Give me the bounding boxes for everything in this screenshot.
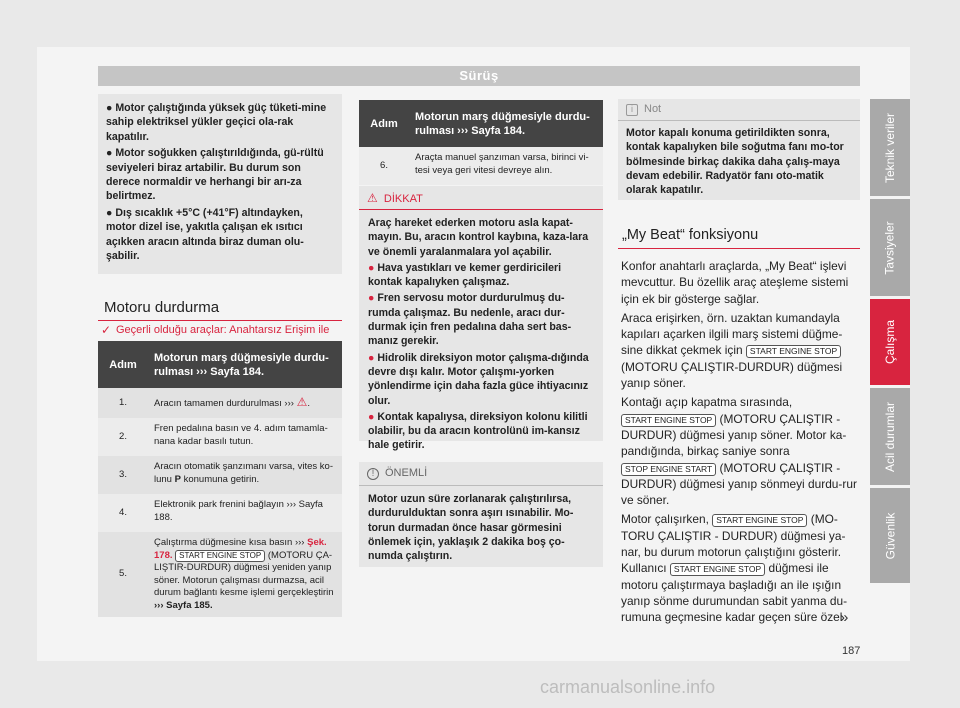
table-header-action: Motorun marş düğmesiyle durdu-rulması ››› Sayfa 184. xyxy=(409,100,603,147)
paragraph: Motor çalışırken, START ENGINE STOP (MO-TORU ÇALIŞTIR - DURDUR) düğmesi ya-nar, bu durum motorun çalıştığını gösterir. Kullanıcı START ENGINE STOP düğmesi ile motoru çalıştırmaya başladığı an ile ışığın yanıp sönme durumundan sabit yanma du-rumuna geçmesine kadar geçen süre özel xyxy=(621,512,848,625)
notes-box xyxy=(98,94,342,274)
tab-label: Teknik veriler xyxy=(883,112,897,183)
table-row: 6. Araçta manuel şanzıman varsa, birinci vi-tesi veya geri vitesi devreye alın. xyxy=(359,147,603,185)
section-title: „My Beat“ fonksiyonu xyxy=(622,227,759,243)
page-number: 187 xyxy=(842,645,861,657)
tab-calisma[interactable] xyxy=(870,299,910,385)
important-header: ! ÖNEMLİ xyxy=(359,462,603,486)
info-icon: i xyxy=(626,104,638,116)
page-header: Sürüş xyxy=(98,66,860,86)
mybeat-body xyxy=(621,258,863,629)
continued-mark: » xyxy=(840,609,849,626)
warning-icon: ⚠ xyxy=(296,394,308,409)
important-box xyxy=(359,462,603,567)
tab-label: Acil durumlar xyxy=(883,401,897,472)
tab-tavsiyeler[interactable] xyxy=(870,199,910,296)
list-item: ● Dış sıcaklık +5°C (+41°F) altındayken, motor dizel ise, yakıtla çalışan ek ısıtıcı açıkken aracın altında biraz duman olu-şabilir. xyxy=(106,206,304,263)
table-header-step: Adım xyxy=(98,341,148,388)
warning-box xyxy=(359,186,603,452)
note-box xyxy=(618,99,860,200)
tab-label: Güvenlik xyxy=(883,512,897,559)
paragraph: Kontağı açıp kapatma sırasında, START ENGINE STOP (MOTORU ÇALIŞTIR - DURDUR) düğmesi yanıp söner. Motor ka-pandığında, birkaç saniye sonra STOP ENGINE START (MOTORU ÇALIŞTIR - DURDUR) düğmesi yanıp sönmeyi durdu-rur ve söner. xyxy=(621,395,857,508)
tab-guvenlik[interactable] xyxy=(870,488,910,583)
start-engine-stop-key: START ENGINE STOP xyxy=(746,345,841,358)
warning-intro: Araç hareket ederken motoru asla kapat-mayın. Bu, aracın kontrol kaybına, kaza-lara ve önemli yaralanmalara yol açabilir. xyxy=(368,217,589,258)
important-body: Motor uzun süre zorlanarak çalıştırılırsa, durdurulduktan sonra aşırı ısınabilir. Mo-torun durmadan önce hasar görmesini önlemek için, yaklaşık 2 dakika boş ço-numda çalıştırın. xyxy=(368,493,574,563)
steps-table-continued xyxy=(359,100,603,185)
tab-label: Tavsiyeler xyxy=(883,220,898,275)
tab-label: Çalışma xyxy=(883,319,898,365)
table-row: 5. Çalıştırma düğmesine kısa basın ››› Şek. 178. START ENGINE STOP (MOTORU ÇA-LIŞTIR-DURDUR) düğmesi yeniden yanıp söner. Motorun çalışması durmazsa, acil durum bağlantı kesme işlemi gerçekleştirin ››› Sayfa 185. xyxy=(98,532,342,617)
table-row: 3. Aracın otomatik şanzımanı varsa, vites ko-lunu P konumuna getirin. xyxy=(98,456,342,494)
start-engine-stop-key: START ENGINE STOP xyxy=(670,563,765,576)
list-item: ● Fren servosu motor durdurulmuş du-rumda çalışmaz. Bu nedenle, aracı dur-durmak için fren pedalına daha sert bas-manız gerekir. xyxy=(368,292,572,348)
important-icon: ! xyxy=(367,468,379,480)
start-engine-stop-key: START ENGINE STOP xyxy=(621,414,716,427)
table-row: 2. Fren pedalına basın ve 4. adım tamamla-nana kadar basılı tutun. xyxy=(98,418,342,456)
validity-note: Geçerli olduğu araçlar: Anahtarsız Erişim ile xyxy=(116,324,330,336)
table-header-step: Adım xyxy=(359,100,409,147)
table-header-action: Motorun marş düğmesiyle durdu-rulması ››› Sayfa 184. xyxy=(148,341,342,388)
list-item: ● Hava yastıkları ve kemer gerdiricileri kontak kapalıyken çalışmaz. xyxy=(368,261,562,289)
steps-table xyxy=(98,341,342,617)
start-engine-stop-key: START ENGINE STOP xyxy=(712,514,807,527)
warning-header: ⚠ DİKKAT xyxy=(359,186,603,210)
start-engine-stop-key: START ENGINE STOP xyxy=(175,550,265,562)
tab-acil-durumlar[interactable] xyxy=(870,388,910,485)
note-header: i Not xyxy=(618,99,860,121)
section-divider xyxy=(618,248,860,249)
list-item: ● Hidrolik direksiyon motor çalışma-dığında devre dışı kalır. Motor çalışmı-yorken yönlendirme için daha fazla güce ihtiyacınız olur. xyxy=(368,351,589,407)
table-row: 1. Aracın tamamen durdurulması ››› ⚠. xyxy=(98,388,342,418)
list-item: ● Motor çalıştığında yüksek güç tüketi-mine sahip elektriksel yükler geçici ola-rak kapatılır. xyxy=(106,102,327,143)
table-row: 4. Elektronik park frenini bağlayın ››› Sayfa 188. xyxy=(98,494,342,532)
page-link[interactable]: ››› Sayfa 185. xyxy=(154,599,213,611)
section-divider xyxy=(98,320,342,321)
stop-engine-start-key: STOP ENGINE START xyxy=(621,463,716,476)
watermark: carmanualsonline.info xyxy=(540,677,716,697)
paragraph: Araca erişirken, örn. uzaktan kumandayla kapıları açarken ilgili marş sistemi düğme-sine dikkat çekmek için START ENGINE STOP (MOTORU ÇALIŞTIR-DURDUR) düğmesi yanıp söner. xyxy=(621,310,843,391)
check-icon: ✓ xyxy=(101,323,112,337)
figure-link[interactable]: Şek. 178. xyxy=(154,537,327,561)
note-body: Motor kapalı konuma getirildikten sonra, kontak kapalıyken bile soğutma fanı mo-tor bölmesinde birkaç dakika daha çalış-maya devam edebilir. Radyatör fanı oto-matik olarak kapatılır. xyxy=(626,127,844,197)
section-title: Motoru durdurma xyxy=(104,299,220,316)
list-item: ● Kontak kapalıysa, direksiyon kolonu kilitli olabilir, bu da aracın kontrolünü im-kansız hale getirir. xyxy=(368,410,588,452)
paragraph: Konfor anahtarlı araçlarda, „My Beat“ işlevi mevcuttur. Bu özellik araç ateşleme sistemi için ek bir gösterge sağlar. xyxy=(621,259,849,306)
tab-teknik-veriler[interactable] xyxy=(870,99,910,196)
list-item: ● Motor soğukken çalıştırıldığında, gü-rültü seviyeleri biraz artabilir. Bu durum son derece normaldir ve herhangi bir arı-za belirtmez. xyxy=(106,147,324,203)
warning-icon: ⚠ xyxy=(367,191,378,205)
